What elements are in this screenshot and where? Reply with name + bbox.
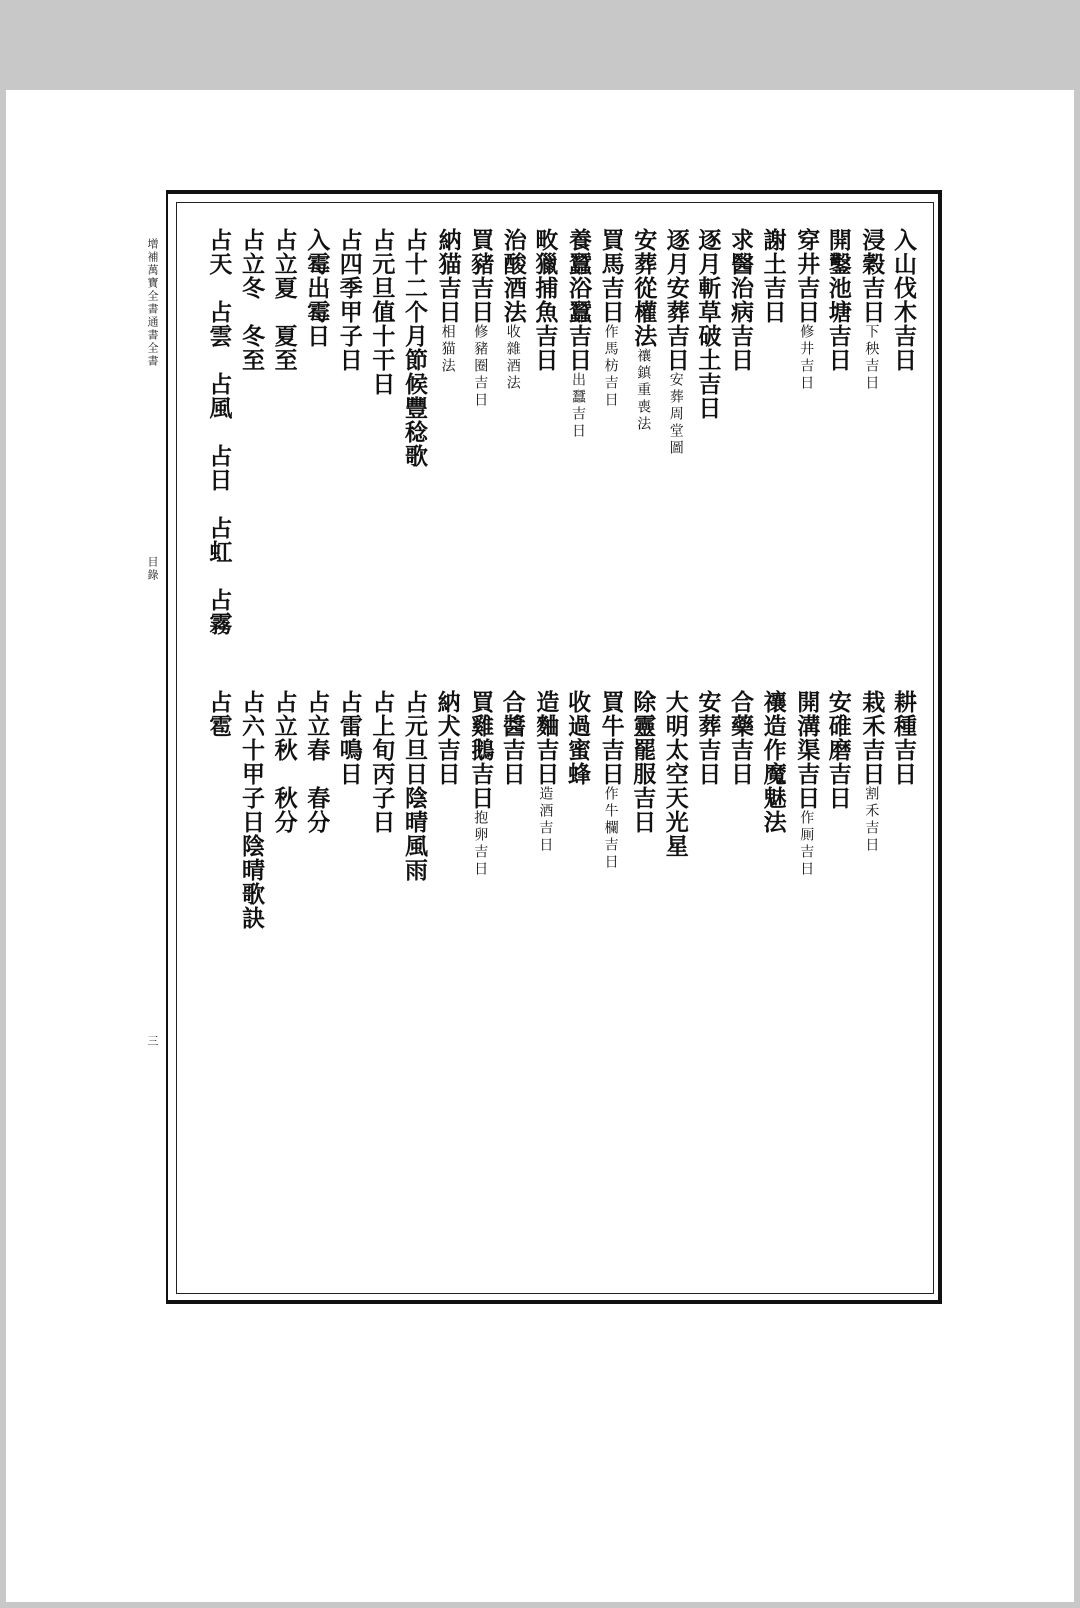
lower-toc-entry	[467, 690, 495, 878]
upper-toc-entry	[436, 228, 460, 375]
upper-toc-entry-note: 禳鎮重喪法	[635, 348, 652, 433]
lower-toc-entry	[793, 690, 821, 878]
upper-toc-entry	[630, 228, 658, 433]
upper-toc-entry-title: 畋獵捕魚吉日	[531, 228, 559, 372]
upper-toc-entry	[335, 228, 363, 372]
lower-toc-entry-note: 造酒吉日	[537, 786, 554, 854]
lower-toc-entry-title: 禳造作魔魅法	[759, 690, 787, 834]
upper-toc-entry-title: 占立冬 冬至	[238, 228, 265, 372]
lower-toc-entry-title: 合醬吉日	[498, 690, 526, 786]
upper-toc-entry-note: 安葬周堂圖	[667, 372, 684, 457]
lower-toc-entry	[205, 690, 233, 738]
lower-toc-entry-title: 占立春 春分	[303, 690, 331, 834]
upper-toc-entry	[303, 228, 331, 348]
upper-toc-entry	[664, 228, 688, 457]
lower-toc-entry	[403, 690, 426, 882]
lower-toc-entry-title: 占上旬丙子日	[368, 690, 396, 834]
upper-toc-entry-title: 占十二个月節候豐稔歌	[401, 228, 428, 468]
upper-toc-entry	[403, 228, 426, 468]
upper-toc-entry-title: 占立夏 夏至	[270, 228, 298, 372]
upper-toc-entry	[501, 228, 525, 392]
upper-toc-entry	[531, 228, 559, 372]
lower-toc-entry-title: 栽禾吉日	[858, 690, 886, 786]
upper-toc-entry	[368, 228, 396, 396]
upper-toc-entry-title: 買馬吉日	[597, 228, 625, 324]
margin-book-title: 增補萬寶全書通書全書	[146, 238, 159, 368]
lower-toc-entry	[303, 690, 331, 834]
lower-toc-entry	[532, 690, 560, 854]
lower-toc-entry-title: 占雷鳴日	[335, 690, 363, 786]
upper-toc-entry	[694, 228, 722, 420]
lower-toc-entry	[892, 690, 915, 786]
lower-toc-entry-title: 買雞鵝吉日	[467, 690, 495, 810]
lower-toc-entry-note: 作牛欄吉日	[602, 786, 619, 871]
upper-toc-entry-title: 入山伐木吉日	[890, 228, 917, 372]
lower-toc-entry	[240, 690, 263, 930]
upper-toc-entry-note: 出蠶吉日	[570, 372, 586, 440]
upper-toc-entry	[599, 228, 623, 409]
upper-toc-entry-note: 下秧吉日	[863, 324, 880, 392]
upper-toc-entry-title: 安葬從權法	[630, 228, 658, 348]
upper-toc-entry	[729, 228, 752, 372]
lower-toc-entry	[759, 690, 787, 834]
margin-section-label: 目錄	[146, 556, 159, 582]
upper-toc-entry-note: 作馬枋吉日	[602, 324, 619, 409]
upper-toc-entry-note: 收雜酒法	[504, 324, 521, 392]
lower-toc-entry-title: 耕種吉日	[890, 690, 917, 786]
upper-toc-entry	[205, 228, 233, 636]
lower-toc-entry-title: 占雹	[205, 690, 233, 738]
upper-toc-entry-title: 入霉出霉日	[303, 228, 331, 348]
upper-toc-entry-title: 求醫治病吉日	[727, 228, 754, 372]
upper-toc-entry-title: 占元旦值十干日	[368, 228, 396, 396]
lower-toc-entry	[858, 690, 886, 854]
lower-toc-entry-title: 開溝渠吉日	[793, 690, 821, 810]
upper-toc-entry	[270, 228, 298, 372]
lower-toc-entry	[661, 690, 689, 858]
lower-toc-entry-note: 割禾吉日	[863, 786, 880, 854]
lower-toc-entry-title: 占元旦日陰晴風雨	[401, 690, 428, 882]
upper-toc-entry-note: 修井吉日	[798, 324, 815, 392]
upper-toc-entry-title: 謝土吉日	[759, 228, 787, 324]
upper-toc-entry-title: 開鑿池塘吉日	[824, 228, 852, 372]
lower-toc-entry-title: 安葬吉日	[694, 690, 722, 786]
upper-toc-entry	[467, 228, 495, 409]
lower-toc-entry	[335, 690, 363, 786]
upper-toc-entry-title: 納猫吉日	[434, 228, 462, 324]
upper-toc-entry-title: 買豬吉日	[467, 228, 495, 324]
lower-toc-entry-title: 納犬吉日	[433, 690, 461, 786]
upper-toc-entry-title: 養蠶浴蠶吉日	[565, 228, 592, 372]
upper-toc-entry-title: 逐月斬草破土吉日	[694, 228, 722, 420]
upper-toc-entry	[793, 228, 821, 392]
upper-toc-entry	[824, 228, 852, 372]
upper-toc-entry-title: 占四季甲子日	[335, 228, 363, 372]
lower-toc-entry-title: 大明太空天光星	[661, 690, 689, 858]
lower-toc-entry-title: 除靈罷服吉日	[629, 690, 657, 834]
upper-toc-entry	[858, 228, 886, 392]
lower-toc-entry	[824, 690, 852, 810]
lower-toc-entry-title: 占立秋 秋分	[270, 690, 298, 834]
upper-toc-entry-title: 穿井吉日	[793, 228, 821, 324]
upper-toc-entry	[240, 228, 263, 372]
lower-toc-entry	[729, 690, 752, 786]
lower-toc-entry	[498, 690, 526, 786]
lower-toc-entry-note: 抱卵吉日	[472, 810, 489, 878]
upper-toc-entry-title: 浸穀吉日	[858, 228, 886, 324]
lower-toc-entry	[368, 690, 396, 834]
lower-toc-entry	[694, 690, 722, 786]
lower-toc-entry	[599, 690, 623, 871]
lower-toc-entry-title: 安碓磨吉日	[824, 690, 852, 810]
upper-toc-entry-title: 治酸酒法	[499, 228, 527, 324]
lower-toc-entry-title: 買牛吉日	[597, 690, 625, 786]
lower-toc-entry-title: 造麯吉日	[532, 690, 560, 786]
lower-toc-entry	[270, 690, 298, 834]
lower-toc-entry	[629, 690, 657, 834]
lower-toc-entry-title: 合藥吉日	[727, 690, 754, 786]
upper-toc-entry	[759, 228, 787, 324]
upper-toc-entry	[566, 228, 590, 440]
upper-toc-entry	[892, 228, 915, 372]
lower-toc-entry-note: 作厠吉日	[798, 810, 815, 878]
lower-toc-entry	[566, 690, 589, 786]
scanned-page	[6, 90, 1074, 1602]
lower-toc-entry	[433, 690, 461, 786]
upper-toc-entry-note: 相猫法	[439, 324, 456, 375]
lower-toc-entry-title: 占六十甲子日陰晴歌訣	[238, 690, 265, 930]
upper-toc-entry-title: 逐月安葬吉日	[662, 228, 690, 372]
upper-toc-entry-note: 修豬圈吉日	[472, 324, 489, 409]
lower-toc-entry-title: 收過蜜蜂	[564, 690, 591, 786]
upper-toc-entry-title: 占天 占雲 占風 占日 占虹 占霧	[205, 228, 233, 636]
margin-page-number: 三	[146, 1035, 159, 1048]
